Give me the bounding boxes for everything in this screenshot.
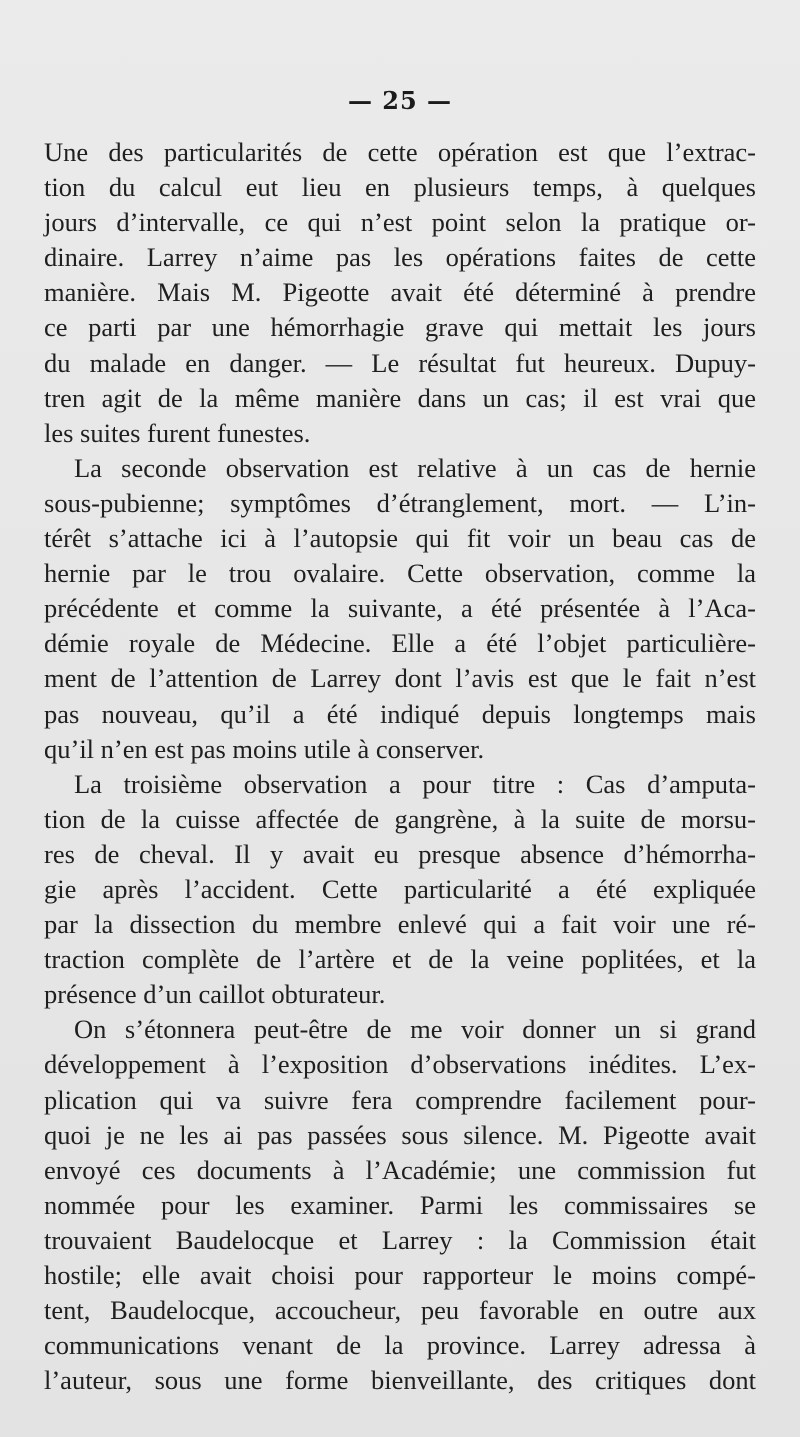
page-number: — 25 —: [347, 86, 453, 115]
text-line: du malade en danger. — Le résultat fut heureux. Dupuy-: [44, 347, 756, 378]
paragraph-2: [44, 451, 756, 767]
text-line: Une des particularités de cette opération est que l’extrac-: [44, 137, 756, 167]
paragraph-3: [44, 767, 756, 1013]
text-line: traction complète de l’artère et de la veine poplitées, et la: [44, 944, 756, 975]
text-line: ment de l’attention de Larrey dont l’avis est que le fait n’est: [44, 663, 756, 694]
text-line: gie après l’accident. Cette particularité a été expliquée: [44, 873, 756, 904]
text-line: sous-pubienne; symptômes d’étranglement, mort. — L’in-: [44, 487, 756, 518]
text-line: dinaire. Larrey n’aime pas les opérations faites de cette: [44, 242, 756, 273]
text-line: tent, Baudelocque, accoucheur, peu favorable en outre aux: [44, 1295, 756, 1326]
text-line: communications venant de la province. Larrey adressa à: [44, 1330, 756, 1361]
text-line: plication qui va suivre fera comprendre facilement pour-: [44, 1084, 756, 1115]
text-line: qu’il n’en est pas moins utile à conserver.: [44, 733, 485, 764]
text-line: tren agit de la même manière dans un cas; il est vrai que: [44, 382, 756, 413]
text-line: hostile; elle avait choisi pour rapporteur le moins compé-: [44, 1260, 756, 1290]
text-line: tion de la cuisse affectée de gangrène, à la suite de morsu-: [44, 803, 756, 834]
body-text: [44, 135, 756, 1398]
text-line: trouvaient Baudelocque et Larrey : la Commission était: [44, 1224, 756, 1255]
text-line: quoi je ne les ai pas passées sous silence. M. Pigeotte avait: [44, 1119, 756, 1150]
text-line: présence d’un caillot obturateur.: [44, 979, 386, 1010]
text-line: ce parti par une hémorrhagie grave qui mettait les jours: [44, 312, 756, 343]
paragraph-4: [44, 1012, 756, 1398]
text-line: les suites furent funestes.: [44, 417, 311, 448]
text-line: démie royale de Médecine. Elle a été l’objet particulière-: [44, 628, 756, 659]
text-line: La troisième observation a pour titre : Cas d’amputa-: [74, 768, 756, 799]
text-line: par la dissection du membre enlevé qui a fait voir une ré-: [44, 909, 756, 940]
text-line: res de cheval. Il y avait eu presque absence d’hémorrha-: [44, 838, 756, 869]
text-line: manière. Mais M. Pigeotte avait été déterminé à prendre: [44, 277, 756, 308]
text-line: On s’étonnera peut-être de me voir donner un si grand: [74, 1014, 756, 1045]
text-line: nommée pour les examiner. Parmi les commissaires se: [44, 1189, 756, 1220]
text-line: l’auteur, sous une forme bienveillante, des critiques dont: [44, 1365, 756, 1396]
text-line: La seconde observation est relative à un cas de hernie: [74, 452, 756, 483]
text-line: térêt s’attache ici à l’autopsie qui fit voir un beau cas de: [44, 523, 756, 554]
text-line: développement à l’exposition d’observations inédites. L’ex-: [44, 1049, 756, 1080]
text-line: envoyé ces documents à l’Académie; une commission fut: [44, 1154, 756, 1185]
paragraph-1: [44, 135, 756, 451]
text-line: jours d’intervalle, ce qui n’est point selon la pratique or-: [44, 207, 756, 238]
text-line: hernie par le trou ovalaire. Cette observation, comme la: [44, 558, 756, 589]
text-line: précédente et comme la suivante, a été présentée à l’Aca-: [44, 593, 756, 624]
text-line: tion du calcul eut lieu en plusieurs temps, à quelques: [44, 172, 756, 203]
text-line: pas nouveau, qu’il a été indiqué depuis longtemps mais: [44, 698, 756, 729]
